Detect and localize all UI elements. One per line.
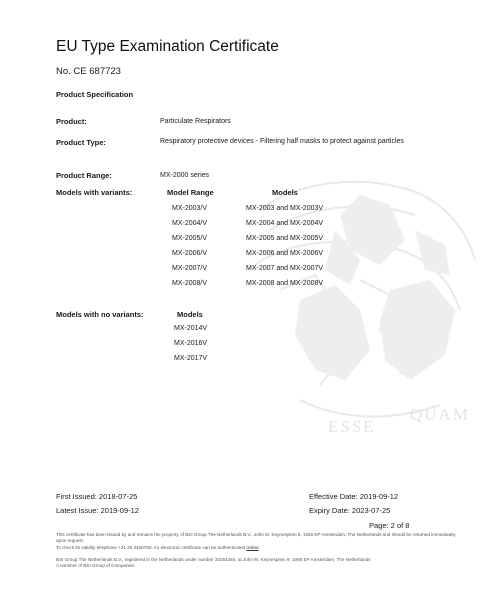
product-type-label: Product Type: [56, 138, 106, 147]
variant-models-cell: MX-2007 and MX-2007V [246, 265, 324, 272]
fine-print-period: . [258, 545, 260, 550]
fine-print-member: A member of BSI Group of Companies. [56, 563, 136, 568]
list-item: MX-2017V [174, 355, 208, 362]
fine-print-validity [56, 545, 456, 551]
variant-range-cell: MX-2003/V [172, 205, 208, 212]
no-variants-label: Models with no variants: [56, 310, 144, 319]
expiry-date: Expiry Date: 2023-07-25 [309, 506, 391, 515]
certificate-number: No. CE 687723 [56, 66, 121, 77]
product-label: Product: [56, 117, 87, 126]
variant-models-cell: MX-2004 and MX-2004V [246, 220, 324, 227]
variant-range-cell: MX-2005/V [172, 235, 208, 242]
watermark-text-left: ESSE [328, 417, 376, 436]
online-link[interactable]: online [246, 545, 259, 550]
variant-models-cell: MX-2008 and MX-2008V [246, 280, 324, 287]
watermark-text-right: QUAM [410, 405, 470, 424]
variant-range-cell: MX-2007/V [172, 265, 208, 272]
list-item: MX-2014V [174, 325, 208, 332]
list-item: MX-2016V [174, 340, 208, 347]
no-variants-models-header: Models [177, 310, 203, 319]
variant-range-cell: MX-2008/V [172, 280, 208, 287]
product-range-label: Product Range: [56, 171, 112, 180]
section-heading: Product Specification [56, 90, 134, 99]
model-range-header: Model Range [167, 188, 214, 197]
fine-print-property: This certificate has been issued by and remains the property of BSI Group The Netherlands B.V., John M. Keynesplein 9, 1066 EP Amsterdam, The Netherlands and should be returned immediately upon request. [56, 532, 456, 543]
product-type-value: Respiratory protective devices - Filtering half masks to protect against particles [160, 138, 404, 145]
variant-models-cell: MX-2003 and MX-2003V [246, 205, 324, 212]
effective-date: Effective Date: 2019-09-12 [309, 492, 399, 501]
variant-range-cell: MX-2004/V [172, 220, 208, 227]
product-range-value: MX-2000 series [160, 172, 210, 179]
variant-range-cell: MX-2006/V [172, 250, 208, 257]
variants-label: Models with variants: [56, 188, 133, 197]
models-header: Models [272, 188, 298, 197]
product-value: Particulate Respirators [160, 118, 231, 125]
page-number: Page: 2 of 8 [369, 521, 410, 530]
latest-issue-date: Latest Issue: 2019-09-12 [56, 506, 139, 515]
certificate-title: EU Type Examination Certificate [56, 38, 279, 55]
variant-models-cell: MX-2006 and MX-2006V [246, 250, 324, 257]
first-issued-date: First Issued: 2018-07-25 [56, 492, 138, 501]
fine-print-registration: BSI Group The Netherlands B.V., registered in the Netherlands under number 33264284, at John M. Keynesplein 9, 1066 EP Amsterdam, The Netherlands [56, 557, 371, 562]
variant-models-cell: MX-2005 and MX-2005V [246, 235, 324, 242]
fine-print-validity-text: To check its validity telephone +31 20 3460780. An electronic certificate can be authenticated [56, 545, 247, 550]
